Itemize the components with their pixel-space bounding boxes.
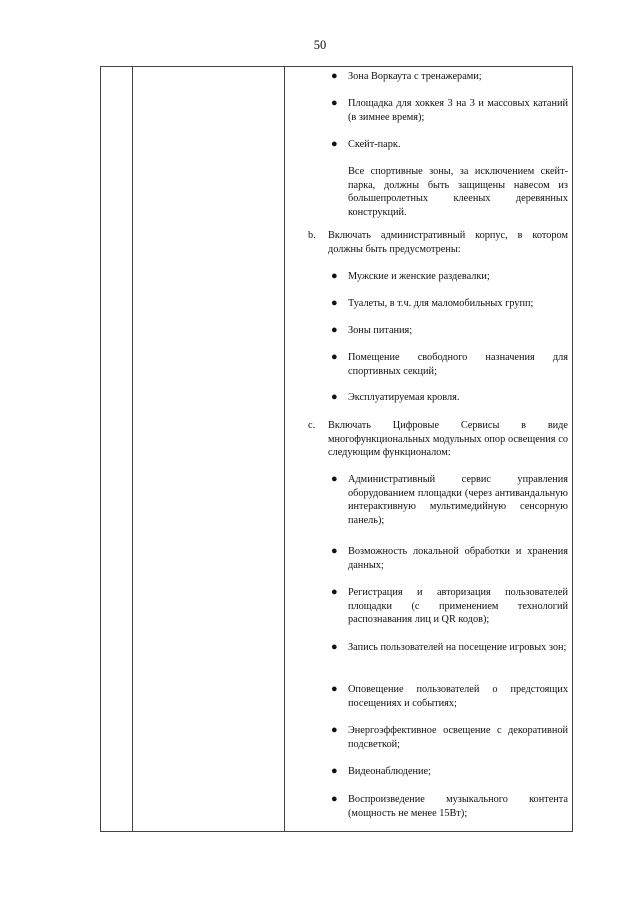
list-item-text: Видеонаблюдение; — [348, 766, 431, 777]
list-item-text: Воспроизведение музыкального контента (мощность не менее 15Вт); — [348, 794, 568, 819]
bullet-icon: ● — [331, 391, 338, 403]
column-divider-1 — [132, 67, 133, 831]
section-label: c. — [308, 420, 316, 431]
bullet-icon: ● — [331, 586, 338, 598]
list-item-text: Оповещение пользователей о предстоящих посещениях и событиях; — [348, 684, 568, 709]
page-number: 50 — [313, 38, 327, 52]
bullet-icon: ● — [331, 724, 338, 736]
list-item-text: Помещение свободного назначения для спортивных секций; — [348, 352, 568, 377]
bullet-icon: ● — [331, 70, 338, 82]
bullet-icon: ● — [331, 297, 338, 309]
list-item-text: Регистрация и авторизация пользователей площадки (с применением технологий распознавания лиц и QR кодов); — [348, 587, 568, 626]
note-paragraph: Все спортивные зоны, за исключением скейт-парка, должны быть защищены навесом из большепролетных клееных деревянных конструкций. — [348, 166, 568, 218]
bullet-icon: ● — [331, 270, 338, 282]
list-item-text: Энергоэффективное освещение с декоративной подсветкой; — [348, 725, 568, 750]
bullet-icon: ● — [331, 641, 338, 653]
section-label: b. — [308, 230, 316, 241]
bullet-icon: ● — [331, 324, 338, 336]
bullet-icon: ● — [331, 351, 338, 363]
list-item-text: Скейт-парк. — [348, 139, 401, 150]
list-item-text: Зоны питания; — [348, 325, 413, 336]
bullet-icon: ● — [331, 473, 338, 485]
list-item-text: Площадка для хоккея 3 на 3 и массовых катаний (в зимнее время); — [348, 98, 568, 123]
bullet-icon: ● — [331, 683, 338, 695]
bullet-icon: ● — [331, 793, 338, 805]
list-item-text: Зона Воркаута с тренажерами; — [348, 71, 482, 82]
bullet-icon: ● — [331, 765, 338, 777]
list-item-text: Туалеты, в т.ч. для маломобильных групп; — [348, 298, 534, 309]
section-text: Включать Цифровые Сервисы в виде многофункциональных модульных опор освещения со следующим функционалом: — [328, 420, 568, 459]
list-item-text: Мужские и женские раздевалки; — [348, 271, 490, 282]
list-item-text: Административный сервис управления оборудованием площадки (через антивандальную интерактивную мультимедийную сенсорную панель); — [348, 474, 568, 526]
bullet-icon: ● — [331, 138, 338, 150]
list-item-text: Запись пользователей на посещение игровых зон; — [348, 642, 567, 653]
requirements-cell — [285, 67, 572, 831]
section-text: Включать административный корпус, в котором должны быть предусмотрены: — [328, 230, 568, 255]
bullet-icon: ● — [331, 97, 338, 109]
list-item-text: Возможность локальной обработки и хранения данных; — [348, 546, 568, 571]
bullet-icon: ● — [331, 545, 338, 557]
list-item-text: Эксплуатируемая кровля. — [348, 392, 460, 403]
requirements-table — [100, 66, 573, 832]
